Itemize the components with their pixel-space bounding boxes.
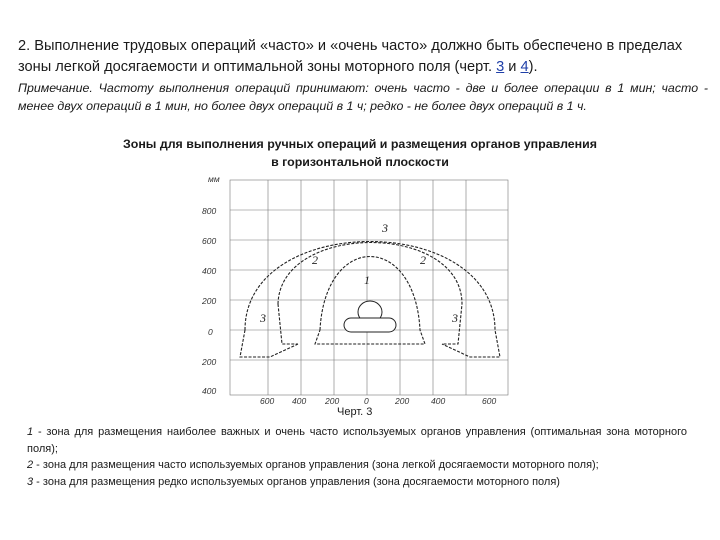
zone-3-outline bbox=[240, 242, 500, 358]
zone-label-1: 1 bbox=[364, 273, 370, 287]
link-drawing-3[interactable]: 3 bbox=[496, 59, 505, 75]
legend-number: 3 bbox=[27, 475, 34, 488]
zones-diagram bbox=[200, 172, 510, 406]
x-tick-400-left: 400 bbox=[292, 396, 307, 406]
legend bbox=[27, 424, 687, 490]
legend-item-3 bbox=[27, 474, 687, 491]
note-paragraph: Примечание. Частоту выполнения операций принимают: очень часто - две и более операции в 1 мин; часто - менее двух операций в 1 мин, но более двух операций в 1 ч; редко - не более двух операций в 1 ч. bbox=[18, 81, 708, 113]
y-tick-600: 600 bbox=[202, 236, 217, 246]
zone-label-3-right: 3 bbox=[452, 311, 458, 325]
figure-title: Зоны для выполнения ручных операций и размещения органов управления bbox=[122, 137, 597, 151]
grid bbox=[230, 180, 508, 395]
zone-label-3-top: 3 bbox=[382, 221, 388, 235]
legend-text: - зона для размещения редко используемых органов управления (зона досягаемости моторного поля) bbox=[33, 475, 560, 488]
figure-subtitle: в горизонтальной плоскости bbox=[271, 155, 449, 169]
figure-caption: Черт. 3 bbox=[337, 406, 373, 418]
x-tick-200-left: 200 bbox=[325, 396, 340, 406]
x-tick-400-right: 400 bbox=[431, 396, 446, 406]
y-tick-0: 0 bbox=[208, 327, 213, 337]
link-drawing-4[interactable]: 4 bbox=[520, 59, 529, 75]
legend-item-1 bbox=[27, 424, 687, 457]
x-tick-600-left: 600 bbox=[260, 396, 275, 406]
paragraph-text: 2. Выполнение трудовых операций «часто» и «очень часто» должно быть обеспечено в пределах зоны легкой досягаемости и оптимальной зоны моторного поля (черт. bbox=[18, 38, 683, 75]
y-tick-800: 800 bbox=[202, 206, 217, 216]
y-tick-400-neg: 400 bbox=[202, 386, 217, 396]
y-unit-label: мм bbox=[208, 174, 220, 184]
y-tick-400: 400 bbox=[202, 266, 217, 276]
legend-number: 1 bbox=[27, 426, 34, 438]
legend-text: - зона для размещения наиболее важных и очень часто используемых органов управления (оптимальная зона моторного поля); bbox=[27, 426, 687, 455]
legend-number: 2 bbox=[27, 459, 34, 471]
legend-text: - зона для размещения часто используемых органов управления (зона легкой досягаемости моторного поля); bbox=[33, 459, 599, 471]
x-tick-600-right: 600 bbox=[482, 396, 497, 406]
shoulder-shape bbox=[344, 318, 396, 332]
zone-label-2-left: 2 bbox=[312, 253, 318, 267]
y-tick-200: 200 bbox=[202, 296, 217, 306]
x-tick-200-right: 200 bbox=[395, 396, 410, 406]
paragraph-end: ). bbox=[528, 59, 538, 75]
zone-label-3-left: 3 bbox=[260, 311, 266, 325]
main-paragraph bbox=[18, 36, 708, 78]
zone-label-2-right: 2 bbox=[420, 253, 426, 267]
paragraph-conjunction: и bbox=[504, 59, 521, 75]
x-tick-0: 0 bbox=[364, 396, 369, 406]
legend-item-2 bbox=[27, 457, 687, 474]
y-tick-200-neg: 200 bbox=[202, 357, 217, 367]
